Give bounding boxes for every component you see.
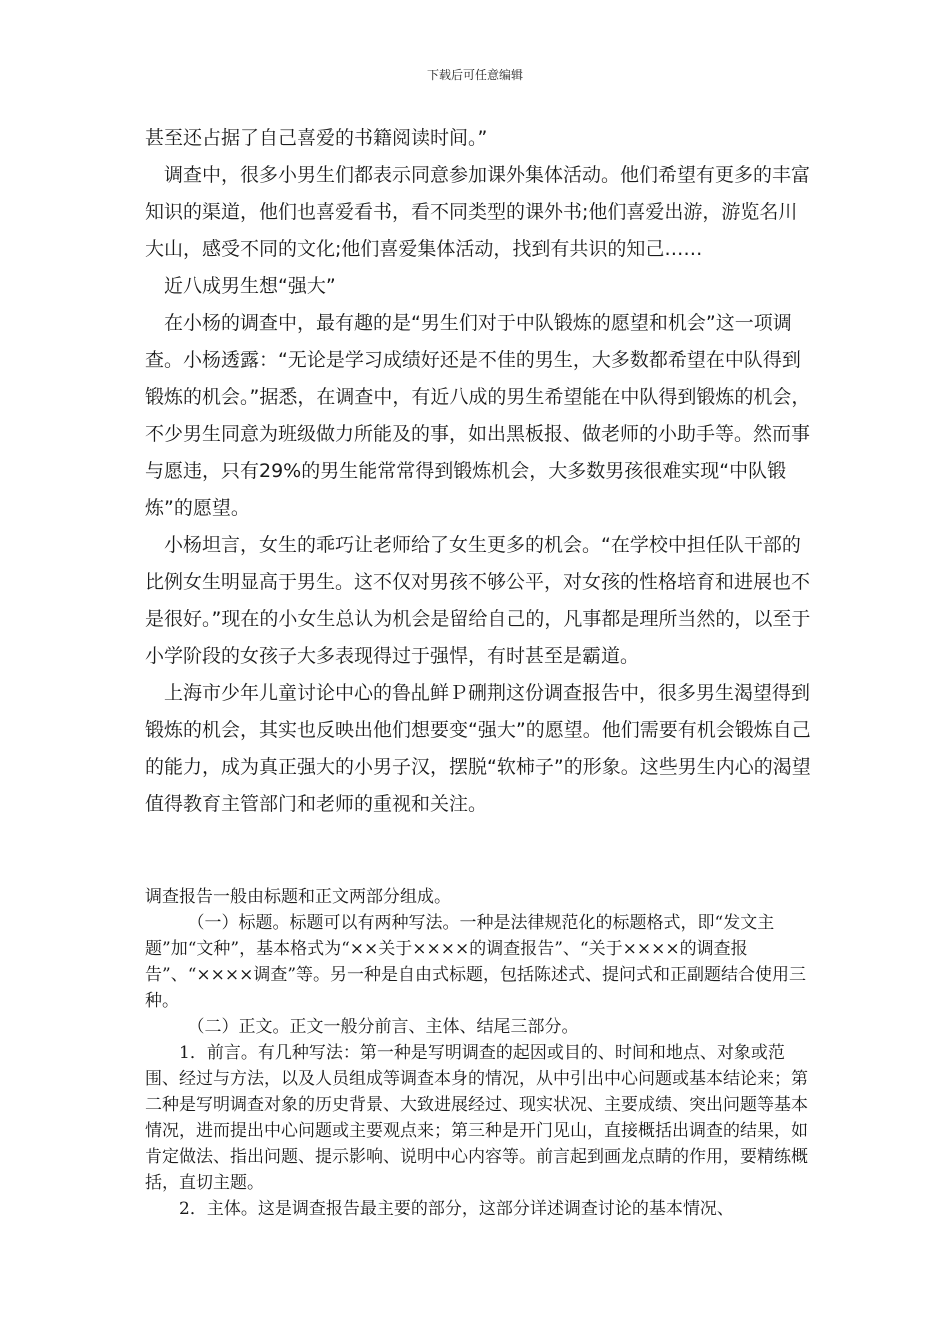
guide-title-section: （一）标题。标题可以有两种写法。一种是法律规范化的标题格式，即“发文主题”加“文种”，基本格式为“××关于××××的调查报告”、“关于××××的调查报告”、“××××调查”等。另一种是自由式标题，包括陈述式、提问式和正副题结合使用三种。 xyxy=(145,913,807,1011)
report-guide xyxy=(145,884,815,1222)
article-body xyxy=(145,120,815,823)
guide-body-section: （二）正文。正文一般分前言、主体、结尾三部分。 xyxy=(187,1017,579,1037)
guide-preface: 1．前言。有几种写法：第一种是写明调查的起因或目的、时间和地点、对象或范围、经过与方法，以及人员组成等调查本身的情况，从中引出中心问题或基本结论来；第二种是写明调查对象的历史背景、大致进展经过、现实状况、主要成绩、突出问题等基本情况，进而提出中心问题或主要观点来；第三种是开门见山，直接概括出调查的结果，如肯定做法、指出问题、提示影响、说明中心内容等。前言起到画龙点睛的作用，要精练概括，直切主题。 xyxy=(145,1043,808,1193)
subheading: 近八成男生想“强大” xyxy=(164,275,336,297)
paragraph: 在小杨的调查中，最有趣的是“男生们对于中队锻炼的愿望和机会”这一项调查。小杨透露：“无论是学习成绩好还是不佳的男生，大多数都希望在中队得到锻炼的机会。”据悉，在调查中，有近八成的男生希望能在中队得到锻炼的机会，不少男生同意为班级做力所能及的事，如出黑板报、做老师的小助手等。然而事与愿违，只有29%的男生能常常得到锻炼机会，大多数男孩很难实现“中队锻炼”的愿望。 xyxy=(145,312,811,519)
guide-intro: 调查报告一般由标题和正文两部分组成。 xyxy=(145,887,451,907)
guide-main-body: 2．主体。这是调查报告最主要的部分，这部分详述调查讨论的基本情况、 xyxy=(179,1199,734,1219)
paragraph: 调查中，很多小男生们都表示同意参加课外集体活动。他们希望有更多的丰富知识的渠道，他们也喜爱看书，看不同类型的课外书;他们喜爱出游，游览名川大山，感受不同的文化;他们喜爱集体活动，找到有共识的知己…… xyxy=(145,164,811,260)
paragraph: 甚至还占据了自己喜爱的书籍阅读时间。” xyxy=(145,127,488,149)
paragraph: 小杨坦言，女生的乖巧让老师给了女生更多的机会。“在学校中担任队干部的比例女生明显高于男生。这不仅对男孩不够公平，对女孩的性格培育和进展也不是很好。”现在的小女生总认为机会是留给自己的，凡事都是理所当然的，以至于小学阶段的女孩子大多表现得过于强悍，有时甚至是霸道。 xyxy=(145,534,811,667)
page-header: 下载后可任意编辑 xyxy=(426,68,523,82)
paragraph: 上海市少年儿童讨论中心的鲁乩鲜Ｐ硎荆这份调查报告中，很多男生渴望得到锻炼的机会，其实也反映出他们想要变“强大”的愿望。他们需要有机会锻炼自己的能力，成为真正强大的小男子汉，摆脱“软柿子”的形象。这些男生内心的渴望值得教育主管部门和老师的重视和关注。 xyxy=(145,682,811,815)
